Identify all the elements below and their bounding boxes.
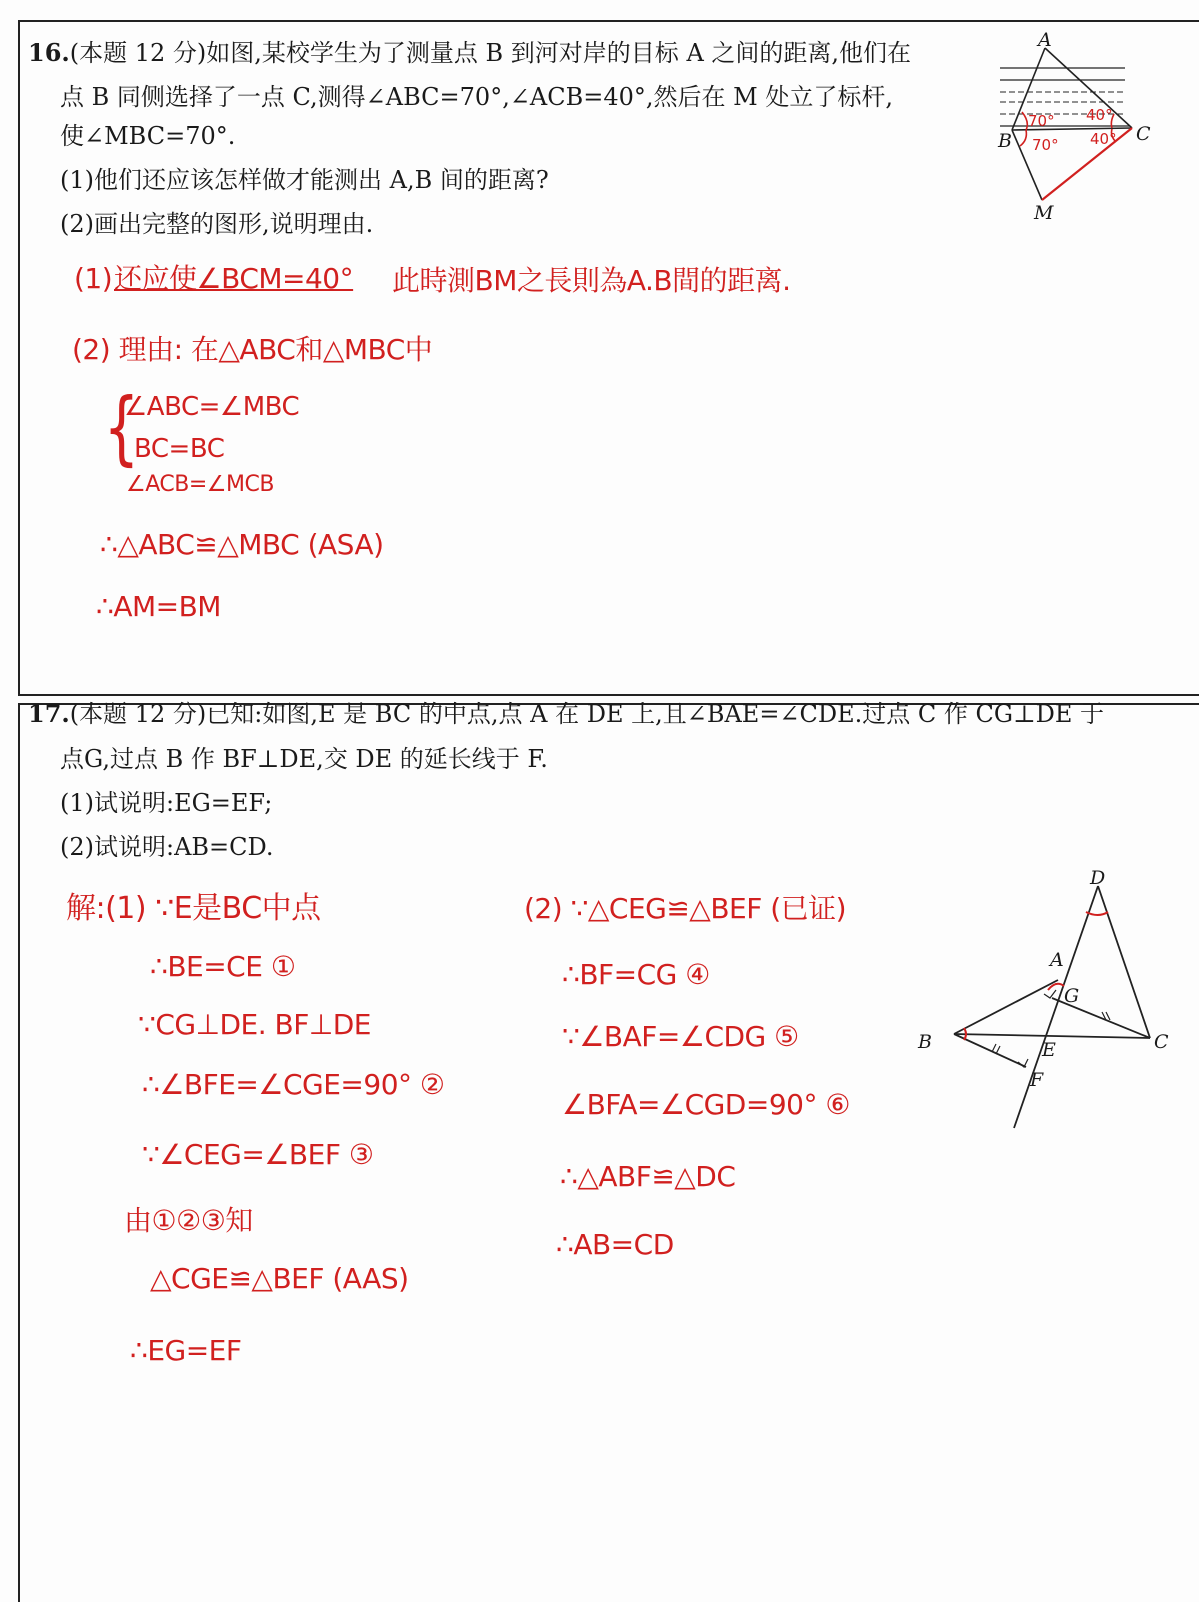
q16-cond2: BC=BC: [134, 434, 225, 464]
q16-cond1: ∠ABC=∠MBC: [124, 392, 300, 422]
q16-conclusion1: ∴△ABC≌△MBC (ASA): [100, 528, 384, 561]
q17-part1: (1)试说明:EG=EF;: [60, 789, 273, 817]
q17-stem-line1: (本题 12 分)已知:如图,E 是 BC 的中点,点 A 在 DE 上,且∠BAE=∠CDE.过点 C 作 CG⊥DE 于: [69, 700, 1105, 728]
q16-fig-label-m: M: [1034, 202, 1054, 224]
q16-fig-angle-abc: 70°: [1028, 112, 1055, 130]
q17-ans-left-1: 解:(1) ∵E是BC中点: [66, 891, 321, 926]
q17-ans-left-6: 由①②③知: [124, 1204, 253, 1237]
q17-ans-right-2: ∴BF=CG ④: [562, 958, 710, 991]
q16-river-figure: [990, 30, 1180, 230]
q17-ans-right-6: ∴AB=CD: [556, 1228, 674, 1261]
q17-line1: [28, 697, 1104, 731]
q17-ans-right-1: (2) ∵△CEG≌△BEF (已证): [524, 892, 847, 925]
q16-condition-brace: {: [103, 381, 140, 474]
q17-fig-label-c: C: [1154, 1031, 1169, 1053]
q16-ans2-head: (2) 理由: 在△ABC和△MBC中: [72, 333, 433, 366]
q17-ans-right-4: ∠BFA=∠CGD=90° ⑥: [562, 1088, 850, 1121]
q17-ans-left-3: ∵CG⊥DE. BF⊥DE: [138, 1008, 371, 1041]
q16-ans1-rest: 此時測BM之長則為A.B間的距离.: [392, 264, 791, 297]
q16-number: 16.: [28, 38, 70, 67]
q16-stem-line2: 点 B 同侧选择了一点 C,测得∠ABC=70°,∠ACB=40°,然后在 M 处立了标杆,: [60, 83, 894, 111]
q16-part2: (2)画出完整的图形,说明理由.: [60, 210, 374, 238]
q16-part1: (1)他们还应该怎样做才能测出 A,B 间的距离?: [60, 166, 549, 194]
q17-ans-left-4: ∴∠BFE=∠CGE=90° ②: [142, 1068, 445, 1101]
q17-fig-label-g: G: [1064, 985, 1080, 1007]
q17-fig-label-f: F: [1030, 1069, 1044, 1091]
q17-ans-left-2: ∴BE=CE ①: [150, 950, 296, 983]
q16-fig-angle-acb: 40°: [1086, 106, 1113, 124]
q16-fig-label-b: B: [998, 130, 1012, 152]
q17-triangle-figure: [910, 862, 1180, 1132]
q17-stem-line2: 点G,过点 B 作 BF⊥DE,交 DE 的延长线于 F.: [60, 745, 548, 773]
q17-ans-left-5: ∵∠CEG=∠BEF ③: [142, 1138, 374, 1171]
q17-number: 17.: [28, 699, 70, 728]
q17-fig-label-e: E: [1042, 1039, 1056, 1061]
q17-part2: (2)试说明:AB=CD.: [60, 833, 274, 861]
q17-fig-label-d: D: [1090, 867, 1106, 889]
q16-line1: [28, 36, 911, 70]
q16-ans1-text: 还应使∠BCM=40°: [114, 262, 354, 295]
q16-fig-label-c: C: [1136, 123, 1151, 145]
q16-fig-angle-mcb: 40°: [1090, 130, 1117, 148]
q17-ans-right-3: ∵∠BAF=∠CDG ⑤: [562, 1020, 799, 1053]
q17-fig-label-a: A: [1050, 949, 1064, 971]
q16-fig-label-a: A: [1038, 29, 1052, 51]
q17-ans-left-7: △CGE≌△BEF (AAS): [150, 1262, 409, 1295]
q16-conclusion2: ∴AM=BM: [96, 590, 221, 623]
q16-fig-angle-mbc: 70°: [1032, 136, 1059, 154]
q17-fig-label-b: B: [918, 1031, 932, 1053]
q16-stem-line1: (本题 12 分)如图,某校学生为了测量点 B 到河对岸的目标 A 之间的距离,他们在: [69, 39, 912, 67]
q17-ans-left-8: ∴EG=EF: [130, 1334, 242, 1367]
q16-stem-line3: 使∠MBC=70°.: [60, 122, 236, 150]
q17-ans-right-5: ∴△ABF≌△DC: [560, 1160, 736, 1193]
q16-cond3: ∠ACB=∠MCB: [126, 472, 274, 497]
q16-ans1-label: (1): [74, 262, 113, 295]
